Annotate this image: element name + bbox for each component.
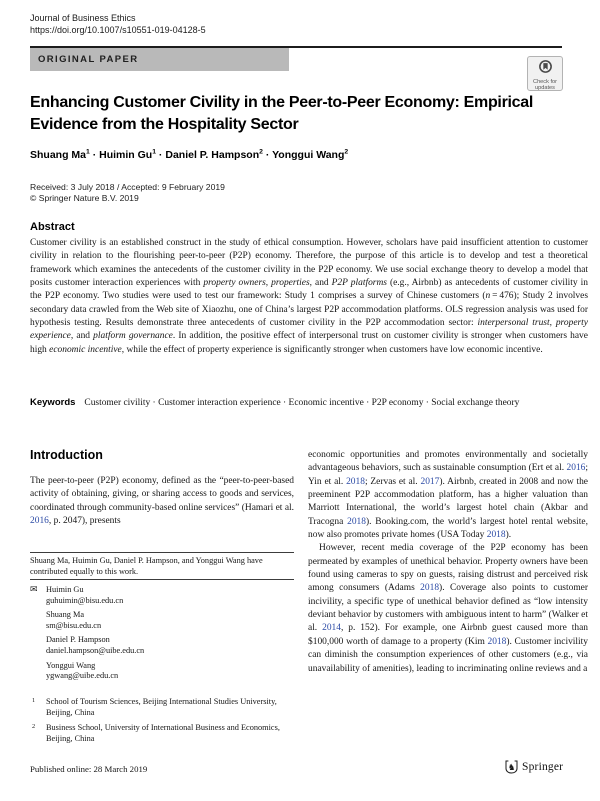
check-updates-text-line2: updates — [535, 85, 555, 92]
keywords-line — [30, 396, 588, 411]
body-paragraph: economic opportunities and promotes environmentally and societally advantageous behaviors, such as sustainable consumption (Ert et al. 2016; Yin et al. 2018; Zervas et al. 2017). Airbnb, created in 2008 and now the preeminent P2P accommodation platform, has a higher valuation than Marriott International, the world’s largest hotel chain (Akbar and Tracogna 2018). Booking.com, the world’s largest hotel rental website, now also promotes private homes (USA Today 2018). — [308, 450, 588, 541]
contact-email[interactable]: guhuimin@bisu.edu.cn — [46, 595, 124, 605]
springer-shield-icon — [505, 760, 518, 774]
contact-name: Shuang Ma — [46, 610, 85, 620]
copyright-line: © Springer Nature B.V. 2019 — [30, 193, 139, 203]
citation-link[interactable]: 2017 — [420, 476, 440, 487]
contact-entry — [30, 585, 294, 606]
bookmark-circle-icon — [538, 59, 553, 74]
affiliations-block — [30, 697, 294, 750]
citation-link[interactable]: 2018 — [486, 530, 506, 541]
citation-link[interactable]: 2018 — [420, 583, 440, 594]
contact-entry — [30, 635, 294, 656]
keywords-text: Customer civility · Customer interaction experience · Economic incentive · P2P economy · Social exchange theory — [84, 398, 520, 408]
affiliation-number: 1 — [32, 697, 36, 704]
springer-wordmark: Springer — [522, 761, 564, 773]
keywords-label: Keywords — [30, 397, 76, 408]
article-title: Enhancing Customer Civility in the Peer-to-Peer Economy: Empirical Evidence from the Hospitality Sector — [30, 94, 533, 133]
contribution-note: Shuang Ma, Huimin Gu, Daniel P. Hampson, and Yonggui Wang have contributed equally to this work. — [30, 556, 263, 576]
contact-name: Daniel P. Hampson — [46, 635, 110, 645]
citation-link[interactable]: 2018 — [487, 636, 507, 647]
envelope-icon: ✉ — [30, 584, 38, 594]
doi-link[interactable]: https://doi.org/10.1007/s10551-019-04128-5 — [30, 25, 206, 35]
category-bar — [30, 48, 289, 71]
contact-email[interactable]: daniel.hampson@uibe.edu.cn — [46, 645, 145, 655]
footnote-rule-bottom — [30, 579, 294, 580]
received-accepted-dates: Received: 3 July 2018 / Accepted: 9 February 2019 — [30, 182, 225, 192]
abstract-body: Customer civility is an established construct in the study of ethical consumption. However, scholars have paid insufficient attention to customer civility in relation to the flourishing peer-to-peer (P2P) economy. Therefore, the purpose of this article is to develop and test a theoretical framework which examines the antecedents of the customer civility in the P2P economy. We use social exchange theory to develop a model that posits customer interaction experiences with property owners, properties, and P2P platforms (e.g., Airbnb) as antecedents of customer civility in the P2P economy. Two studies were used to test our framework: Study 1 comprises a survey of Chinese customers (n = 476); Study 2 involves secondary data crawled from the Web site of Xiaozhu, one of China’s largest P2P accommodation platforms. OLS regression analysis was used for hypothesis testing. Results demonstrate three antecedents of customer civility in the P2P accommodation sector: interpersonal trust, property experience, and platform governance. In addition, the positive effect of interpersonal trust on customer civility is stronger when customers have high economic incentive, while the effect of property experience is significantly stronger when customers have low economic incentive. — [30, 238, 589, 355]
published-online-line: Published online: 28 March 2019 — [30, 764, 148, 774]
citation-link[interactable]: 2014 — [322, 623, 341, 634]
springer-logo — [505, 760, 563, 774]
check-updates-badge[interactable] — [527, 56, 563, 91]
check-updates-text-line1: Check for — [533, 79, 557, 85]
contact-email[interactable]: ygwang@uibe.edu.cn — [46, 671, 119, 681]
affiliation-text: School of Tourism Sciences, Beijing International Studies University, Beijing, China — [46, 697, 277, 717]
contact-email[interactable]: sm@bisu.edu.cn — [46, 620, 102, 630]
introduction-heading: Introduction — [30, 448, 103, 462]
introduction-paragraph: The peer-to-peer (P2P) economy, defined as the “peer-to-peer-based activity of obtaining, giving, or sharing access to goods and services, coordinated through community-based online services” (Hamari et al. 2016, p. 2047), presents — [30, 476, 294, 527]
category-label: ORIGINAL PAPER — [38, 54, 139, 65]
contact-name: Yonggui Wang — [46, 660, 96, 670]
contact-name: Huimin Gu — [46, 585, 84, 594]
affiliation-entry — [30, 697, 294, 719]
affiliation-number: 2 — [32, 723, 36, 731]
journal-name: Journal of Business Ethics — [30, 13, 136, 23]
contact-entry — [30, 610, 294, 631]
citation-link[interactable]: 2018 — [346, 476, 365, 487]
contact-entry — [30, 661, 294, 682]
citation-link[interactable]: 2016 — [30, 516, 49, 527]
contact-block — [30, 585, 294, 686]
footnote-rule-top — [30, 552, 294, 553]
authors-line: Shuang $Ma^1 \cdot Huimin$ $Gu^1$ · Daniel P. Hampson$^2$ · Yonggui Wang$^2$ — [30, 148, 349, 161]
affiliation-entry — [30, 723, 294, 745]
abstract-heading: Abstract — [30, 221, 75, 233]
citation-link[interactable]: 2016 — [566, 463, 586, 474]
body-paragraph: However, recent media coverage of the P2P economy has been permeated by examples of unethical behavior. Property owners have been found using cameras to spy on guests, raising distrust and perceived risk among consumers (Adams 2018). Coverage also points to customer incivility, a specific type of unethical behavior defined as “low intensity deviant behavior by customers with ambiguous intent to harm” (Walker et al. 2014, p. 152). For example, one Airbnb guest caused more than $100,000 worth of damage to a property (Kim 2018). Customer incivility can diminish the consumption experiences of other customers (e.g., via unavailability of amenities), leading to incriminating online reviews and a — [308, 543, 588, 674]
citation-link[interactable]: 2018 — [347, 516, 366, 527]
affiliation-text: Business School, University of International Business and Economics, Beijing, China — [46, 723, 280, 744]
svg-text:♞: ♞ — [507, 763, 516, 773]
right-column — [308, 449, 588, 676]
